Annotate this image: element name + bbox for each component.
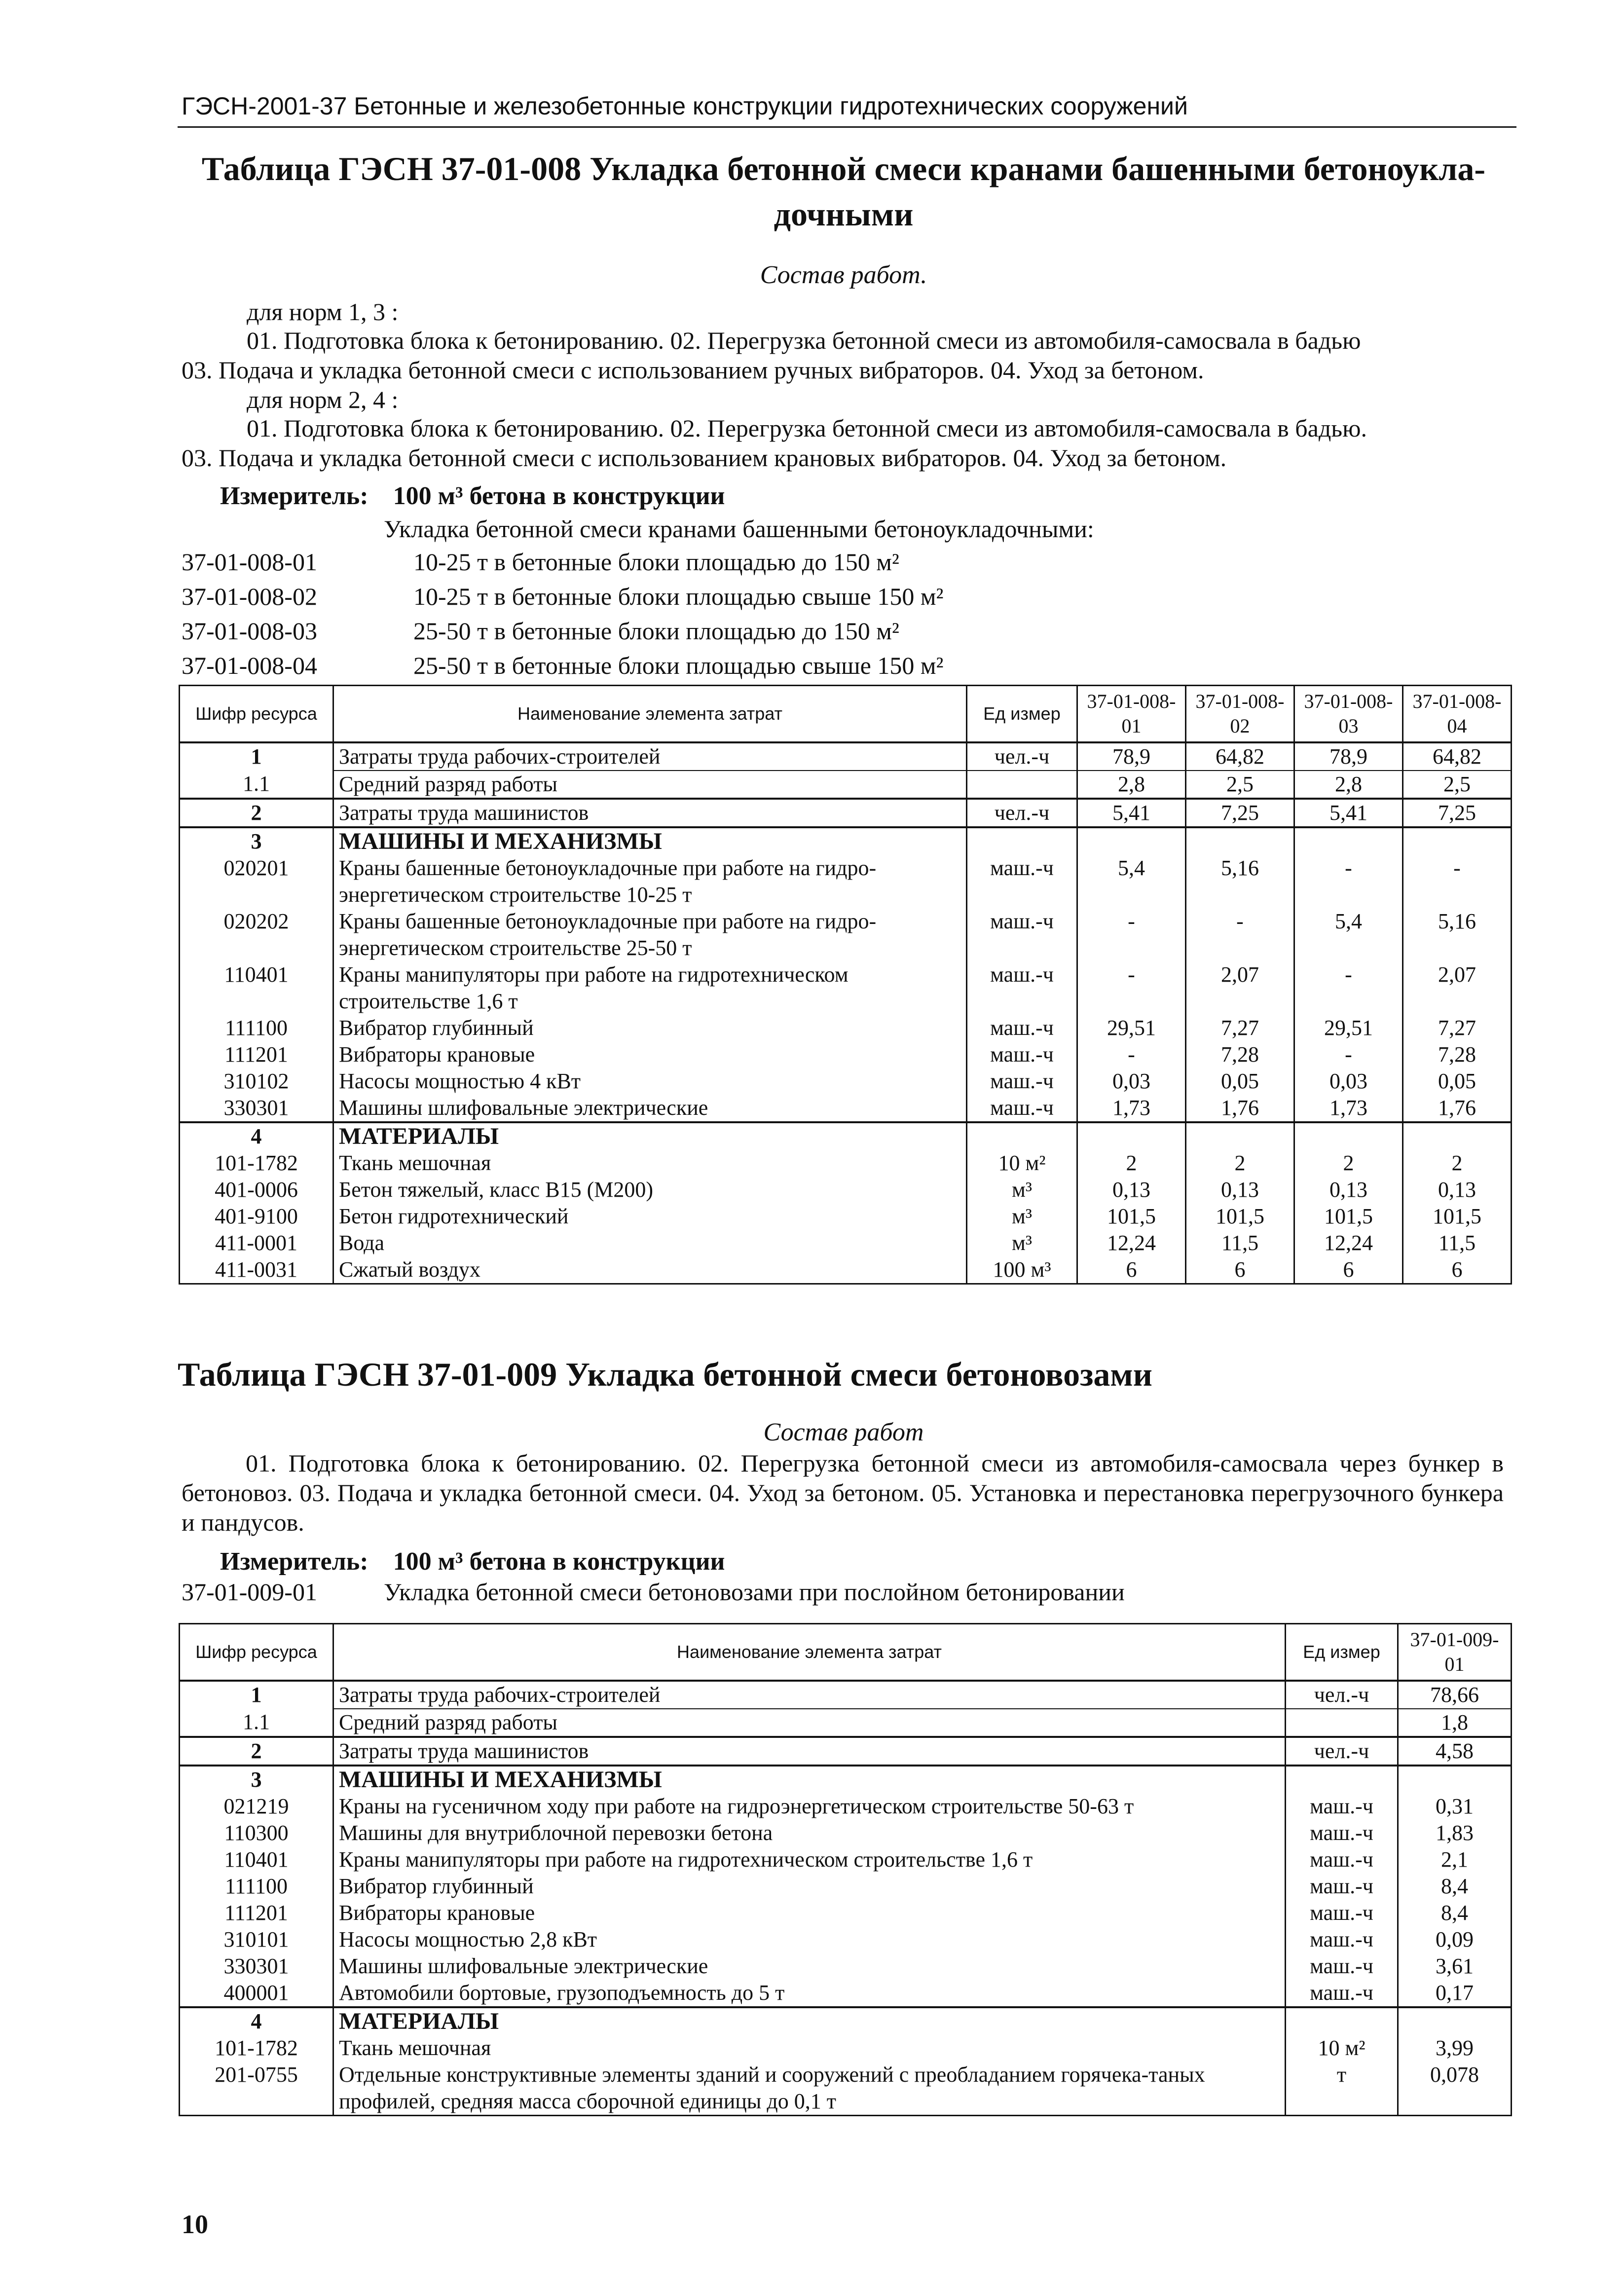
norm-code-row bbox=[182, 648, 944, 683]
value-cell: 0,05 bbox=[1403, 1068, 1512, 1095]
unit-cell: чел.-ч bbox=[967, 742, 1077, 771]
resource-code-cell: 101-1782 bbox=[180, 1150, 333, 1177]
resource-name-cell: Затраты труда машинистов bbox=[333, 799, 967, 827]
value-cell: - bbox=[1186, 908, 1294, 961]
table-row bbox=[180, 855, 1512, 908]
resource-name-cell: МАТЕРИАЛЫ bbox=[333, 1122, 967, 1150]
resource-code-cell: 110401 bbox=[180, 961, 333, 1015]
unit-cell: маш.-ч bbox=[967, 1041, 1077, 1068]
value-cell: 1,73 bbox=[1077, 1095, 1186, 1122]
norm-code-row bbox=[182, 1575, 1125, 1609]
norm-code: 37-01-008-03 bbox=[182, 617, 317, 645]
value-cell: 2 bbox=[1403, 1150, 1512, 1177]
unit-cell: 10 м² bbox=[1286, 2035, 1398, 2061]
running-header: ГЭСН-2001-37 Бетонные и железобетонные конструкции гидротехнических сооружений bbox=[182, 92, 1188, 120]
table2-sostav-heading: Состав работ bbox=[763, 1418, 924, 1446]
table-row bbox=[180, 2007, 1512, 2035]
table-row bbox=[180, 1681, 1512, 1709]
unit-cell: маш.-ч bbox=[1286, 1980, 1398, 2007]
value-cell: - bbox=[1077, 1041, 1186, 1068]
table2-measure-label: Измеритель: bbox=[220, 1547, 369, 1576]
unit-cell: чел.-ч bbox=[1286, 1737, 1398, 1766]
value-cell: 6 bbox=[1403, 1256, 1512, 1284]
value-cell bbox=[1077, 827, 1186, 855]
resource-code-cell: 401-0006 bbox=[180, 1177, 333, 1203]
unit-cell: маш.-ч bbox=[967, 855, 1077, 908]
unit-cell bbox=[967, 1122, 1077, 1150]
table1-norm-group-1-text-line1: 01. Подготовка блока к бетонированию. 02. Перегрузка бетонной смеси из автомобиля-самосвала в бадью bbox=[247, 327, 1361, 354]
table2-measure-value: 100 м³ бетона в конструкции bbox=[393, 1547, 725, 1576]
resource-name-cell: Сжатый воздух bbox=[333, 1256, 967, 1284]
table-row bbox=[180, 1203, 1512, 1230]
resource-name-cell: Машины шлифовальные электрические bbox=[333, 1953, 1286, 1980]
table1-title bbox=[178, 146, 1510, 237]
table2-norm-code-list bbox=[182, 1575, 1125, 1609]
value-cell: 0,13 bbox=[1294, 1177, 1403, 1203]
resource-name-cell: Бетон гидротехнический bbox=[333, 1203, 967, 1230]
value-cell: 101,5 bbox=[1186, 1203, 1294, 1230]
value-cell: 1,83 bbox=[1398, 1820, 1512, 1846]
value-cell: 101,5 bbox=[1077, 1203, 1186, 1230]
value-cell: 0,13 bbox=[1403, 1177, 1512, 1203]
resource-name-cell: Машины для внутриблочной перевозки бетона bbox=[333, 1820, 1286, 1846]
unit-cell: маш.-ч bbox=[967, 1068, 1077, 1095]
resource-code-cell: 1.1 bbox=[180, 1709, 333, 1737]
value-cell: 0,31 bbox=[1398, 1793, 1512, 1820]
table-row bbox=[180, 2035, 1512, 2061]
col-header-code: Шифр ресурса bbox=[180, 686, 333, 743]
resource-code-cell: 110401 bbox=[180, 1846, 333, 1873]
resource-name-cell: Вибраторы крановые bbox=[333, 1900, 1286, 1926]
resource-code-cell: 401-9100 bbox=[180, 1203, 333, 1230]
resource-name-cell: Вибраторы крановые bbox=[333, 1041, 967, 1068]
resource-name-cell: Затраты труда рабочих-строителей bbox=[333, 742, 967, 771]
value-cell: 7,25 bbox=[1403, 799, 1512, 827]
unit-cell: маш.-ч bbox=[1286, 1873, 1398, 1900]
resource-name-cell: Краны манипуляторы при работе на гидротехническом строительстве 1,6 т bbox=[333, 1846, 1286, 1873]
table-row bbox=[180, 1846, 1512, 1873]
col-header-norm-4: 37-01-008-04 bbox=[1403, 686, 1512, 743]
value-cell: 5,41 bbox=[1077, 799, 1186, 827]
unit-cell: маш.-ч bbox=[967, 1095, 1077, 1122]
resource-code-cell: 400001 bbox=[180, 1980, 333, 2007]
value-cell: 2,5 bbox=[1403, 771, 1512, 799]
value-cell: 1,76 bbox=[1403, 1095, 1512, 1122]
value-cell: 2,5 bbox=[1186, 771, 1294, 799]
unit-cell: м³ bbox=[967, 1203, 1077, 1230]
value-cell: 5,16 bbox=[1403, 908, 1512, 961]
table2-header-row bbox=[180, 1624, 1512, 1681]
table-row bbox=[180, 1926, 1512, 1953]
resource-code-cell: 1.1 bbox=[180, 771, 333, 799]
resource-code-cell: 411-0001 bbox=[180, 1230, 333, 1256]
value-cell: 3,61 bbox=[1398, 1953, 1512, 1980]
value-cell: - bbox=[1294, 961, 1403, 1015]
resource-code-cell: 4 bbox=[180, 2007, 333, 2035]
resource-code-cell: 101-1782 bbox=[180, 2035, 333, 2061]
value-cell: 5,16 bbox=[1186, 855, 1294, 908]
value-cell: 78,66 bbox=[1398, 1681, 1512, 1709]
value-cell: - bbox=[1077, 961, 1186, 1015]
col-header-name: Наименование элемента затрат bbox=[333, 1624, 1286, 1681]
value-cell: 0,13 bbox=[1186, 1177, 1294, 1203]
value-cell: 8,4 bbox=[1398, 1873, 1512, 1900]
table-row bbox=[180, 1873, 1512, 1900]
norm-desc: 10-25 т в бетонные блоки площадью до 150 м² bbox=[413, 548, 899, 576]
unit-cell bbox=[1286, 2007, 1398, 2035]
resource-code-cell: 020201 bbox=[180, 855, 333, 908]
value-cell: 2,1 bbox=[1398, 1846, 1512, 1873]
value-cell bbox=[1077, 1122, 1186, 1150]
value-cell: 2,8 bbox=[1077, 771, 1186, 799]
resource-code-cell: 111201 bbox=[180, 1041, 333, 1068]
resource-code-cell: 110300 bbox=[180, 1820, 333, 1846]
table1-norm-group-2: для норм 2, 4 : bbox=[247, 386, 399, 413]
table1-resources bbox=[179, 685, 1512, 1285]
table1-title-line2: дочными bbox=[774, 195, 914, 233]
resource-code-cell: 330301 bbox=[180, 1095, 333, 1122]
col-header-unit: Ед измер bbox=[1286, 1624, 1398, 1681]
norm-code: 37-01-008-01 bbox=[182, 548, 317, 576]
resource-code-cell: 310102 bbox=[180, 1068, 333, 1095]
norm-code: 37-01-008-02 bbox=[182, 583, 317, 610]
resource-code-cell: 2 bbox=[180, 1737, 333, 1766]
table-row bbox=[180, 1793, 1512, 1820]
value-cell bbox=[1186, 1122, 1294, 1150]
value-cell bbox=[1403, 1122, 1512, 1150]
resource-name-cell: МАШИНЫ И МЕХАНИЗМЫ bbox=[333, 1766, 1286, 1793]
value-cell: 2 bbox=[1294, 1150, 1403, 1177]
table1-measure bbox=[220, 483, 725, 509]
norm-desc: 25-50 т в бетонные блоки площадью свыше 150 м² bbox=[413, 652, 944, 679]
value-cell: 101,5 bbox=[1294, 1203, 1403, 1230]
norm-code-row bbox=[182, 579, 944, 614]
resource-name-cell: Автомобили бортовые, грузоподъемность до 5 т bbox=[333, 1980, 1286, 2007]
resource-name-cell: Бетон тяжелый, класс В15 (М200) bbox=[333, 1177, 967, 1203]
value-cell: 8,4 bbox=[1398, 1900, 1512, 1926]
col-header-unit: Ед измер bbox=[967, 686, 1077, 743]
table-row bbox=[180, 1820, 1512, 1846]
table1-title-line1: Таблица ГЭСН 37-01-008 Укладка бетонной смеси кранами башенными бетоноукла- bbox=[201, 150, 1486, 187]
value-cell bbox=[1398, 2007, 1512, 2035]
unit-cell: маш.-ч bbox=[1286, 1820, 1398, 1846]
value-cell: - bbox=[1294, 1041, 1403, 1068]
table1-sostav-heading: Состав работ. bbox=[760, 261, 927, 289]
table-row bbox=[180, 1150, 1512, 1177]
norm-code-row bbox=[182, 545, 944, 579]
resource-code-cell: 3 bbox=[180, 1766, 333, 1793]
value-cell: 11,5 bbox=[1403, 1230, 1512, 1256]
value-cell: 7,28 bbox=[1403, 1041, 1512, 1068]
norm-desc: 10-25 т в бетонные блоки площадью свыше 150 м² bbox=[413, 583, 944, 610]
table1-norm-group-2-text-line1: 01. Подготовка блока к бетонированию. 02. Перегрузка бетонной смеси из автомобиля-самосвала в бадью. bbox=[247, 414, 1367, 442]
table1-norm-group-1-text-line2: 03. Подача и укладка бетонной смеси с использованием ручных вибраторов. 04. Уход за бетоном. bbox=[182, 356, 1204, 384]
unit-cell: м³ bbox=[967, 1177, 1077, 1203]
value-cell: 0,03 bbox=[1077, 1068, 1186, 1095]
resource-name-cell: Затраты труда машинистов bbox=[333, 1737, 1286, 1766]
value-cell: 2 bbox=[1077, 1150, 1186, 1177]
norm-code-row bbox=[182, 614, 944, 648]
table1-norm-group-1: для норм 1, 3 : bbox=[247, 298, 399, 326]
unit-cell: 100 м³ bbox=[967, 1256, 1077, 1284]
resource-name-cell: МАТЕРИАЛЫ bbox=[333, 2007, 1286, 2035]
resource-code-cell: 330301 bbox=[180, 1953, 333, 1980]
resource-name-cell: Насосы мощностью 4 кВт bbox=[333, 1068, 967, 1095]
value-cell: 7,25 bbox=[1186, 799, 1294, 827]
value-cell: 5,41 bbox=[1294, 799, 1403, 827]
unit-cell bbox=[1286, 1766, 1398, 1793]
value-cell: 29,51 bbox=[1077, 1015, 1186, 1041]
table-row bbox=[180, 771, 1512, 799]
value-cell: - bbox=[1403, 855, 1512, 908]
value-cell: 0,13 bbox=[1077, 1177, 1186, 1203]
resource-name-cell: Средний разряд работы bbox=[333, 1709, 1286, 1737]
unit-cell: т bbox=[1286, 2061, 1398, 2116]
table-row bbox=[180, 961, 1512, 1015]
table-row bbox=[180, 2061, 1512, 2116]
resource-code-cell: 411-0031 bbox=[180, 1256, 333, 1284]
value-cell: - bbox=[1077, 908, 1186, 961]
resource-code-cell: 111100 bbox=[180, 1873, 333, 1900]
unit-cell: маш.-ч bbox=[1286, 1846, 1398, 1873]
unit-cell: маш.-ч bbox=[1286, 1953, 1398, 1980]
table-row bbox=[180, 799, 1512, 827]
table-row bbox=[180, 1766, 1512, 1793]
unit-cell bbox=[967, 771, 1077, 799]
unit-cell: маш.-ч bbox=[967, 961, 1077, 1015]
table-row bbox=[180, 1122, 1512, 1150]
table-row bbox=[180, 1980, 1512, 2007]
table-row bbox=[180, 1256, 1512, 1284]
resource-code-cell: 3 bbox=[180, 827, 333, 855]
resource-name-cell: Вибратор глубинный bbox=[333, 1015, 967, 1041]
resource-name-cell: Вода bbox=[333, 1230, 967, 1256]
norm-code: 37-01-009-01 bbox=[182, 1578, 317, 1606]
resource-code-cell: 021219 bbox=[180, 1793, 333, 1820]
value-cell: 6 bbox=[1077, 1256, 1186, 1284]
table-row bbox=[180, 1177, 1512, 1203]
value-cell: 64,82 bbox=[1403, 742, 1512, 771]
unit-cell bbox=[967, 827, 1077, 855]
value-cell: 0,09 bbox=[1398, 1926, 1512, 1953]
col-header-name: Наименование элемента затрат bbox=[333, 686, 967, 743]
table2-resources bbox=[179, 1623, 1512, 2116]
resource-name-cell: Отдельные конструктивные элементы зданий и сооружений с преобладанием горячека-таных профилей, средняя масса сборочной единицы до 0,1 т bbox=[333, 2061, 1286, 2116]
resource-name-cell: Краны башенные бетоноукладочные при работе на гидро-энергетическом строительстве 25-50 т bbox=[333, 908, 967, 961]
value-cell: 1,76 bbox=[1186, 1095, 1294, 1122]
value-cell: 1,8 bbox=[1398, 1709, 1512, 1737]
unit-cell: маш.-ч bbox=[1286, 1793, 1398, 1820]
header-rule bbox=[178, 126, 1516, 128]
resource-code-cell: 201-0755 bbox=[180, 2061, 333, 2116]
value-cell: 2,07 bbox=[1403, 961, 1512, 1015]
table1-measure-label: Измеритель: bbox=[220, 482, 369, 510]
table-row bbox=[180, 1068, 1512, 1095]
table-row bbox=[180, 1041, 1512, 1068]
table-row bbox=[180, 1015, 1512, 1041]
resource-code-cell: 020202 bbox=[180, 908, 333, 961]
table-row bbox=[180, 742, 1512, 771]
table-row bbox=[180, 1095, 1512, 1122]
table-row bbox=[180, 1230, 1512, 1256]
resource-code-cell: 1 bbox=[180, 1681, 333, 1709]
unit-cell: чел.-ч bbox=[967, 799, 1077, 827]
unit-cell: м³ bbox=[967, 1230, 1077, 1256]
value-cell: 78,9 bbox=[1294, 742, 1403, 771]
page-number: 10 bbox=[182, 2209, 208, 2239]
col-header-norm-3: 37-01-008-03 bbox=[1294, 686, 1403, 743]
value-cell: - bbox=[1294, 855, 1403, 908]
resource-code-cell: 111100 bbox=[180, 1015, 333, 1041]
table2-title: Таблица ГЭСН 37-01-009 Укладка бетонной смеси бетоновозами bbox=[178, 1356, 1152, 1393]
table-row bbox=[180, 1953, 1512, 1980]
col-header-norm-1: 37-01-008-01 bbox=[1077, 686, 1186, 743]
unit-cell bbox=[1286, 1709, 1398, 1737]
resource-code-cell: 4 bbox=[180, 1122, 333, 1150]
table-row bbox=[180, 1709, 1512, 1737]
table1-norm-group-2-text-line2: 03. Подача и укладка бетонной смеси с использованием крановых вибраторов. 04. Уход за бетоном. bbox=[182, 444, 1227, 472]
resource-name-cell: Краны манипуляторы при работе на гидротехническом строительстве 1,6 т bbox=[333, 961, 967, 1015]
unit-cell: маш.-ч bbox=[1286, 1926, 1398, 1953]
table1-norm-code-list bbox=[182, 545, 944, 683]
resource-name-cell: Краны башенные бетоноукладочные при работе на гидро-энергетическом строительстве 10-25 т bbox=[333, 855, 967, 908]
value-cell bbox=[1294, 827, 1403, 855]
unit-cell: чел.-ч bbox=[1286, 1681, 1398, 1709]
value-cell: 3,99 bbox=[1398, 2035, 1512, 2061]
value-cell bbox=[1186, 827, 1294, 855]
value-cell: 0,078 bbox=[1398, 2061, 1512, 2116]
norm-desc: Укладка бетонной смеси бетоновозами при послойном бетонировании bbox=[384, 1578, 1125, 1606]
unit-cell: маш.-ч bbox=[967, 908, 1077, 961]
value-cell bbox=[1398, 1766, 1512, 1793]
table1-measure-value: 100 м³ бетона в конструкции bbox=[393, 482, 725, 510]
unit-cell: маш.-ч bbox=[967, 1015, 1077, 1041]
value-cell: 12,24 bbox=[1077, 1230, 1186, 1256]
table-row bbox=[180, 827, 1512, 855]
value-cell: 64,82 bbox=[1186, 742, 1294, 771]
value-cell: 29,51 bbox=[1294, 1015, 1403, 1041]
value-cell: 4,58 bbox=[1398, 1737, 1512, 1766]
value-cell: 6 bbox=[1186, 1256, 1294, 1284]
resource-code-cell: 111201 bbox=[180, 1900, 333, 1926]
table-row bbox=[180, 1737, 1512, 1766]
resource-name-cell: Ткань мешочная bbox=[333, 2035, 1286, 2061]
value-cell: 7,28 bbox=[1186, 1041, 1294, 1068]
resource-code-cell: 2 bbox=[180, 799, 333, 827]
value-cell: 11,5 bbox=[1186, 1230, 1294, 1256]
resource-name-cell: Насосы мощностью 2,8 кВт bbox=[333, 1926, 1286, 1953]
resource-code-cell: 1 bbox=[180, 742, 333, 771]
resource-code-cell: 310101 bbox=[180, 1926, 333, 1953]
value-cell: 0,03 bbox=[1294, 1068, 1403, 1095]
resource-name-cell: Машины шлифовальные электрические bbox=[333, 1095, 967, 1122]
col-header-code: Шифр ресурса bbox=[180, 1624, 333, 1681]
resource-name-cell: Ткань мешочная bbox=[333, 1150, 967, 1177]
resource-name-cell: Средний разряд работы bbox=[333, 771, 967, 799]
value-cell bbox=[1294, 1122, 1403, 1150]
table2-sostav-text: 01. Подготовка блока к бетонированию. 02. Перегрузка бетонной смеси из автомобиля-самосвала через бункер в бетоновоз. 03. Подача и укладка бетонной смеси. 04. Уход за бетоном. 05. Установка и перестановка перегрузочного бункера и пандусов. bbox=[182, 1449, 1504, 1536]
value-cell: 7,27 bbox=[1403, 1015, 1512, 1041]
value-cell: 5,4 bbox=[1294, 908, 1403, 961]
table2-measure bbox=[220, 1549, 725, 1575]
value-cell: 101,5 bbox=[1403, 1203, 1512, 1230]
col-header-norm-1: 37-01-009-01 bbox=[1398, 1624, 1512, 1681]
value-cell: 7,27 bbox=[1186, 1015, 1294, 1041]
value-cell: 5,4 bbox=[1077, 855, 1186, 908]
value-cell: 2 bbox=[1186, 1150, 1294, 1177]
norm-desc: 25-50 т в бетонные блоки площадью до 150 м² bbox=[413, 617, 899, 645]
table-row bbox=[180, 908, 1512, 961]
resource-name-cell: МАШИНЫ И МЕХАНИЗМЫ bbox=[333, 827, 967, 855]
unit-cell: 10 м² bbox=[967, 1150, 1077, 1177]
col-header-norm-2: 37-01-008-02 bbox=[1186, 686, 1294, 743]
value-cell bbox=[1403, 827, 1512, 855]
resource-name-cell: Затраты труда рабочих-строителей bbox=[333, 1681, 1286, 1709]
value-cell: 2,8 bbox=[1294, 771, 1403, 799]
table-row bbox=[180, 1900, 1512, 1926]
value-cell: 12,24 bbox=[1294, 1230, 1403, 1256]
value-cell: 6 bbox=[1294, 1256, 1403, 1284]
table1-header-row bbox=[180, 686, 1512, 743]
value-cell: 0,17 bbox=[1398, 1980, 1512, 2007]
unit-cell: маш.-ч bbox=[1286, 1900, 1398, 1926]
table1-caption: Укладка бетонной смеси кранами башенными бетоноукладочными: bbox=[384, 515, 1094, 543]
value-cell: 1,73 bbox=[1294, 1095, 1403, 1122]
value-cell: 2,07 bbox=[1186, 961, 1294, 1015]
value-cell: 78,9 bbox=[1077, 742, 1186, 771]
norm-code: 37-01-008-04 bbox=[182, 652, 317, 679]
resource-name-cell: Краны на гусеничном ходу при работе на гидроэнергетическом строительстве 50-63 т bbox=[333, 1793, 1286, 1820]
resource-name-cell: Вибратор глубинный bbox=[333, 1873, 1286, 1900]
value-cell: 0,05 bbox=[1186, 1068, 1294, 1095]
